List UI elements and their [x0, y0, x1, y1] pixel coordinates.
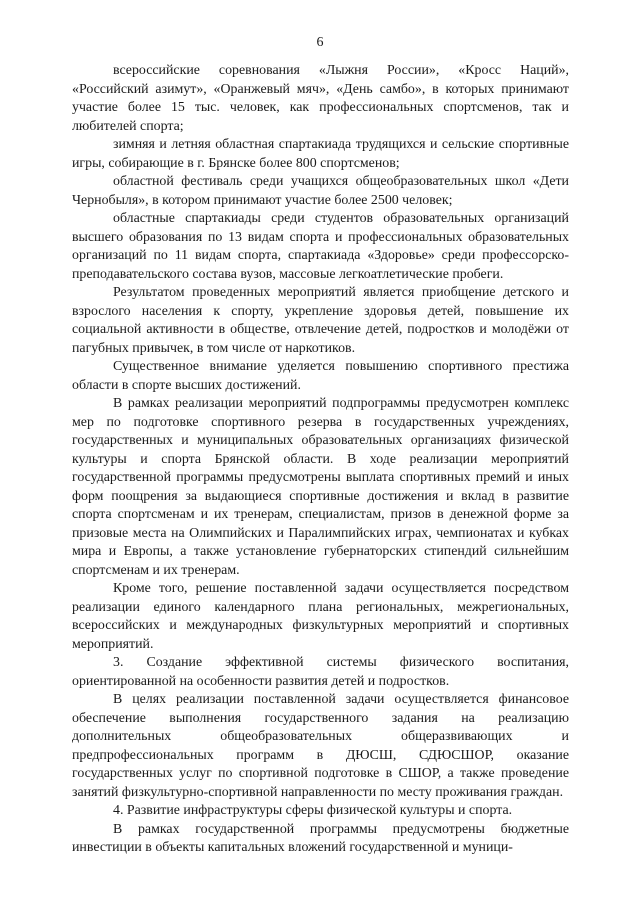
paragraph-1: всероссийские соревнования «Лыжня России», «Кросс Наций», «Российский азимут», «Оранжевый мяч», «День самбо», в которых принимают участие более 15 тыс. человек, как профессиональных спортсменов, так и любителей спорта;: [72, 63, 569, 134]
paragraph-9: 3. Создание эффективной системы физического воспитания, ориентированной на особенности развития детей и подростков.: [72, 655, 569, 689]
paragraph-4: областные спартакиады среди студентов образовательных организаций высшего образования по 13 видам спорта и профессиональных образовательных организаций по 11 видам спорта, спартакиада «Здоровье» среди профессорско-преподавательского состава вузов, массовые легкоатлетические пробеги.: [72, 211, 569, 282]
body-text: [72, 62, 569, 858]
paragraph-5: Результатом проведенных мероприятий является приобщение детского и взрослого населения к спорту, укрепление здоровья детей, повышение их социальной активности в обществе, отвлечение детей, подростков и молодёжи от пагубных привычек, в том числе от наркотиков.: [72, 285, 569, 356]
paragraph-2: зимняя и летняя областная спартакиада трудящихся и сельские спортивные игры, собирающие в г. Брянске более 800 спортсменов;: [72, 137, 569, 171]
paragraph-8: Кроме того, решение поставленной задачи осуществляется посредством реализации единого календарного плана региональных, межрегиональных, всероссийских и международных физкультурных мероприятий и спортивных мероприятий.: [72, 581, 569, 652]
paragraph-6: Существенное внимание уделяется повышению спортивного престижа области в спорте высших достижений.: [72, 359, 569, 393]
paragraph-10: В целях реализации поставленной задачи осуществляется финансовое обеспечение выполнения государственного задания на реализацию дополнительных общеобразовательных общеразвивающих и предпрофессиональных программ в ДЮСШ, СДЮСШОР, оказание государственных услуг по спортивной подготовке в СШОР, а также проведение занятий физкультурно-спортивной направленности по месту проживания граждан.: [72, 692, 569, 800]
paragraph-11: 4. Развитие инфраструктуры сферы физической культуры и спорта.: [113, 803, 513, 818]
page-number: 6: [316, 35, 324, 50]
paragraph-7: В рамках реализации мероприятий подпрограммы предусмотрен комплекс мер по подготовке спортивного резерва в государственных учреждениях, государственных и муниципальных образовательных организациях физической культуры и спорта Брянской области. В ходе реализации мероприятий государственной программы предусмотрены выплата спортивных премий и иных форм поощрения за выдающиеся спортивные достижения и вклад в развитие спорта спортсменам и их тренерам, специалистам, призов в денежной форме за призовые места на Олимпийских и Паралимпийских играх, чемпионатах и кубках мира и Европы, а также установление губернаторских стипендий сильнейшим спортсменам и их тренерам.: [72, 396, 569, 578]
paragraph-12: В рамках государственной программы предусмотрены бюджетные инвестиции в объекты капитальных вложений государственной и муници-: [72, 821, 569, 855]
paragraph-3: областной фестиваль среди учащихся общеобразовательных школ «Дети Чернобыля», в котором принимают участие более 2500 человек;: [72, 174, 569, 208]
